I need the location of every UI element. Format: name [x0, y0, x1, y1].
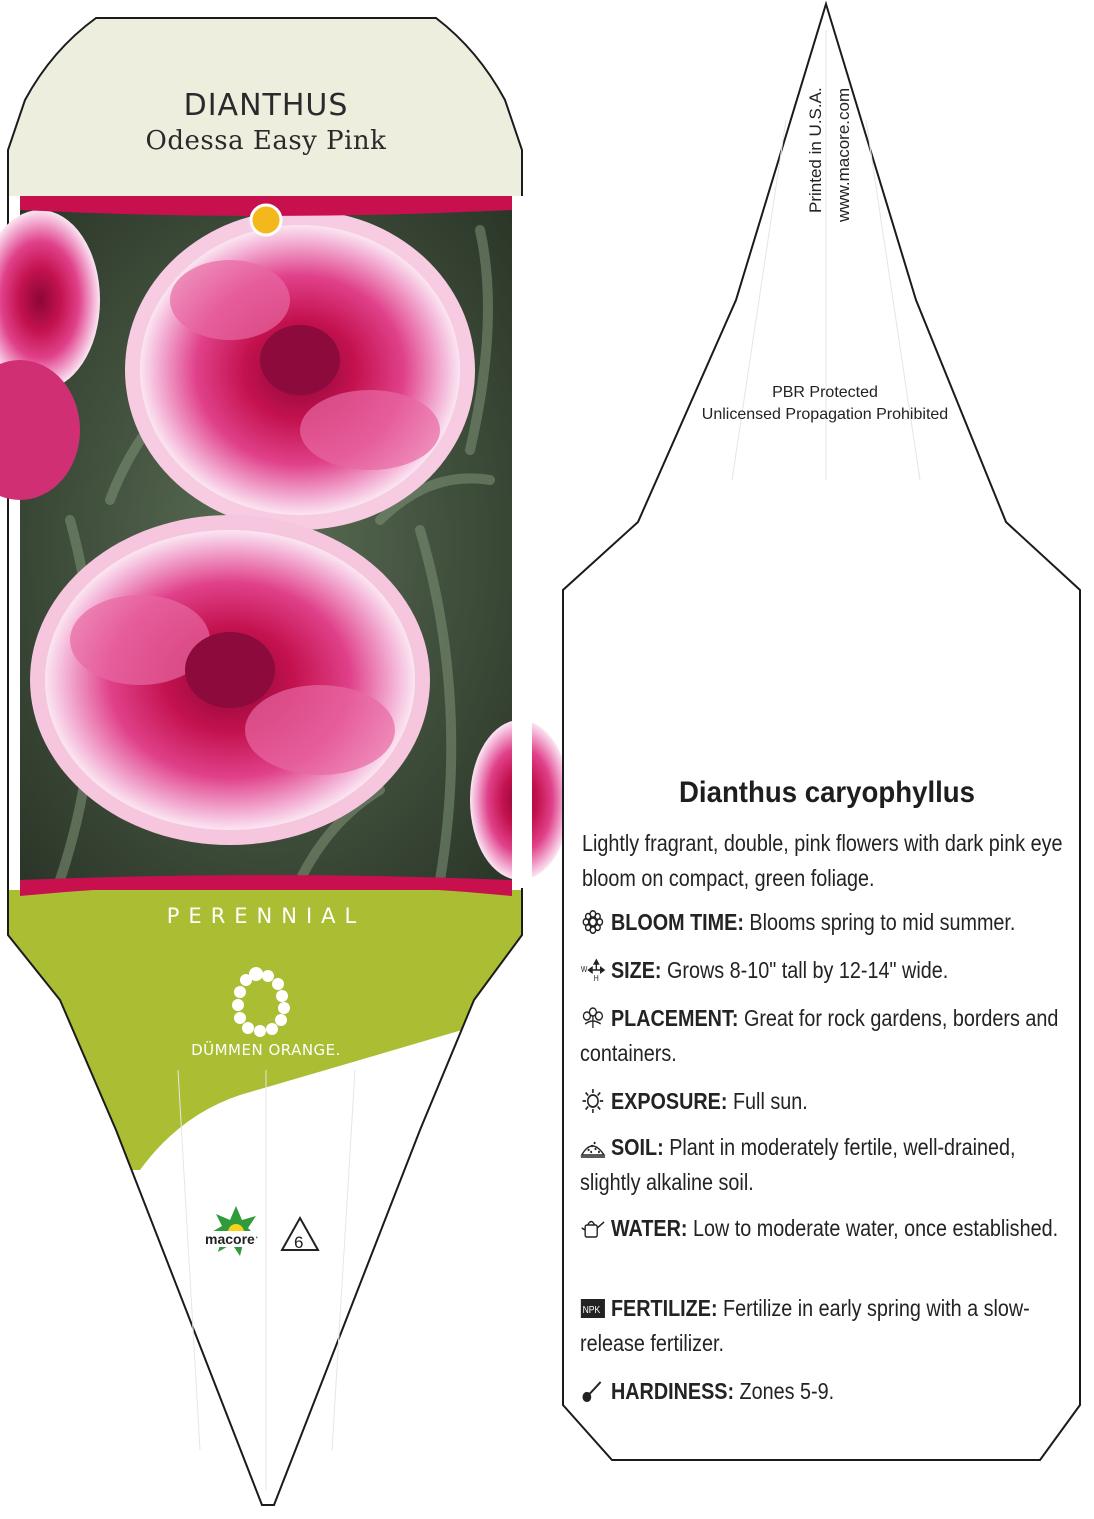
plant-variety: Odessa Easy Pink: [145, 126, 387, 156]
category-label: PERENNIAL: [166, 904, 366, 928]
flower-icon: [580, 910, 606, 934]
care-row-size: [580, 953, 1079, 988]
plant-genus: DIANTHUS: [183, 88, 349, 123]
care-row-placement: [580, 1001, 1079, 1071]
plant-description: Lightly fragrant, double, pink flowers with dark pink eye bloom on compact, green foliage.: [582, 830, 1063, 891]
care-row-fertilize: [580, 1291, 1079, 1361]
svg-text:W: W: [580, 964, 588, 975]
brand-name: DÜMMEN ORANGE.: [191, 1041, 341, 1059]
soil-icon: [580, 1135, 606, 1159]
pbr-line-2: Unlicensed Propagation Prohibited: [701, 406, 949, 423]
care-text: Blooms spring to mid summer.: [749, 909, 1016, 935]
care-text: Plant in moderately fertile, well-drained, slightly alkaline soil.: [580, 1134, 1016, 1195]
care-row-water: [580, 1211, 1079, 1246]
flower-photo: [0, 196, 570, 888]
care-label: PLACEMENT:: [610, 1005, 739, 1031]
svg-text:H: H: [593, 973, 599, 982]
care-text: Low to moderate water, once established.: [693, 1215, 1059, 1241]
care-row-soil: [580, 1130, 1079, 1200]
care-row-bloom-time: [580, 905, 1079, 940]
printed-in-text: Printed in U.S.A.: [806, 87, 825, 213]
thermometer-icon: [580, 1379, 606, 1403]
care-row-exposure: [580, 1084, 1079, 1119]
svg-text:NPK: NPK: [582, 1304, 601, 1316]
care-row-hardiness: [580, 1374, 1079, 1409]
care-label: EXPOSURE:: [610, 1088, 728, 1114]
pbr-line-1: PBR Protected: [772, 384, 878, 401]
macore-logo-text: macore: [205, 1231, 255, 1247]
care-text: Great for rock gardens, borders and containers.: [580, 1005, 1059, 1066]
sun-dot-icon: [251, 205, 281, 235]
care-label: SIZE:: [610, 957, 662, 983]
care-text: Fertilize in early spring with a slow-release fertilizer.: [580, 1295, 1030, 1356]
care-text: Full sun.: [732, 1088, 808, 1114]
care-text: Zones 5-9.: [739, 1378, 835, 1404]
scientific-name: Dianthus caryophyllus: [678, 776, 976, 809]
recycle-code: 6: [294, 1233, 304, 1252]
watering-can-icon: [580, 1216, 606, 1240]
care-label: SOIL:: [610, 1134, 664, 1160]
care-label: FERTILIZE:: [610, 1295, 718, 1321]
care-label: HARDINESS:: [610, 1378, 735, 1404]
sun-icon: [580, 1089, 606, 1113]
care-label: BLOOM TIME:: [610, 909, 744, 935]
placement-icon: [580, 1006, 606, 1030]
npk-icon: [580, 1296, 606, 1320]
website-text: www.macore.com: [834, 87, 853, 222]
care-text: Grows 8-10" tall by 12-14" wide.: [667, 957, 949, 983]
size-icon: [580, 958, 606, 982]
care-label: WATER:: [610, 1215, 688, 1241]
